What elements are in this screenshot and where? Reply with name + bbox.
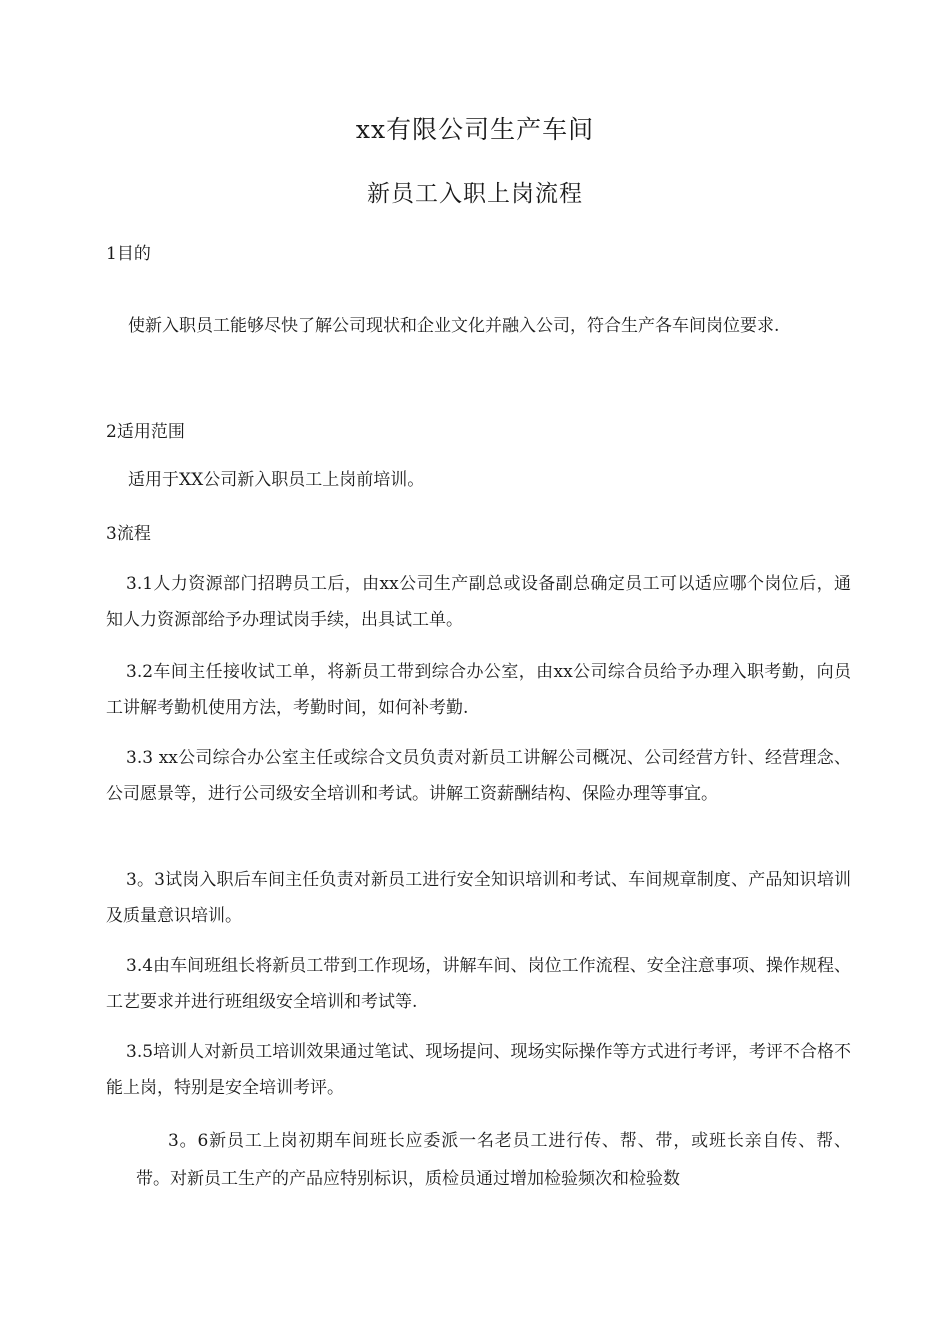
document-subtitle: 新员工入职上岗流程: [367, 181, 583, 207]
process-step: 3.5培训人对新员工培训效果通过笔试、现场提问、现场实际操作等方式进行考评，考评不合格不能上岗，特别是安全培训考评。: [106, 1042, 851, 1098]
section-text-scope: 适用于XX公司新入职员工上岗前培训。: [128, 470, 425, 490]
section-heading-purpose: 1目的: [106, 244, 151, 264]
process-step: 3.3 xx公司综合办公室主任或综合文员负责对新员工讲解公司概况、公司经营方针、经营理念、公司愿景等，进行公司级安全培训和考试。讲解工资薪酬结构、保险办理等事宜。: [106, 748, 851, 804]
section-heading-scope: 2适用范围: [106, 422, 185, 442]
section-text-purpose: 使新入职员工能够尽快了解公司现状和企业文化并融入公司，符合生产各车间岗位要求.: [128, 316, 780, 336]
process-step: 3.2车间主任接收试工单，将新员工带到综合办公室，由xx公司综合员给予办理入职考勤，向员工讲解考勤机使用方法，考勤时间，如何补考勤.: [106, 662, 851, 718]
section-heading-process: 3流程: [106, 524, 151, 544]
process-step: 3.4由车间班组长将新员工带到工作现场，讲解车间、岗位工作流程、安全注意事项、操作规程、工艺要求并进行班组级安全培训和考试等.: [106, 956, 851, 1012]
process-step: 3。3试岗入职后车间主任负责对新员工进行安全知识培训和考试、车间规章制度、产品知识培训及质量意识培训。: [106, 870, 851, 926]
process-step: 3。6新员工上岗初期车间班长应委派一名老员工进行传、帮、带，或班长亲自传、帮、带。对新员工生产的产品应特别标识，质检员通过增加检验频次和检验数: [136, 1131, 851, 1189]
process-step: 3.1人力资源部门招聘员工后，由xx公司生产副总或设备副总确定员工可以适应哪个岗位后，通知人力资源部给予办理试岗手续，出具试工单。: [106, 574, 851, 630]
document-title: xx有限公司生产车间: [355, 115, 595, 144]
